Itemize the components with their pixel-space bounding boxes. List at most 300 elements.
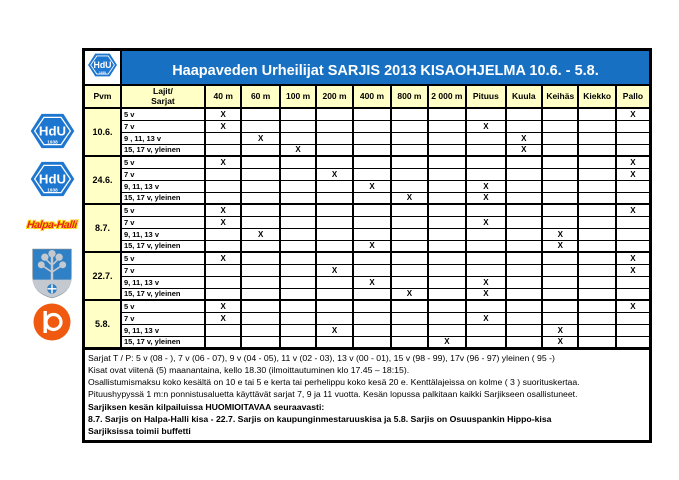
mark-cell-x: X	[391, 192, 427, 204]
schedule-row	[84, 312, 651, 324]
mark-cell-empty	[205, 336, 241, 348]
mark-cell-empty	[578, 132, 615, 144]
note-line-series-years: Sarjat T / P: 5 v (08 - ), 7 v (06 - 07), 9 v (04 - 05), 11 v (02 - 03), 13 v (00 - 01), 15 v (98 - 99), 17v (96 - 97) yleinen ( 95 -)	[88, 352, 555, 363]
mark-cell-empty	[506, 336, 542, 348]
mark-cell-empty	[316, 192, 352, 204]
mark-cell-empty	[391, 240, 427, 252]
schedule-row	[84, 336, 651, 348]
halpa-halli-logo-text: Halpa-Halli	[26, 219, 78, 231]
mark-cell-x: X	[542, 324, 578, 336]
mark-cell-empty	[428, 216, 466, 228]
mark-cell-empty	[542, 300, 578, 312]
mark-cell-empty	[466, 144, 505, 156]
mark-cell-empty	[241, 276, 279, 288]
schedule-row	[84, 252, 651, 264]
mark-cell-empty	[280, 192, 316, 204]
series-label: 9, 11, 13 v	[121, 324, 205, 336]
column-header-pvm: Pvm	[84, 85, 121, 108]
mark-cell-empty	[391, 336, 427, 348]
mark-cell-empty	[353, 144, 391, 156]
mark-cell-empty	[391, 324, 427, 336]
mark-cell-empty	[506, 192, 542, 204]
series-label: 5 v	[121, 300, 205, 312]
mark-cell-x: X	[506, 144, 542, 156]
mark-cell-empty	[578, 240, 615, 252]
mark-cell-x: X	[466, 120, 505, 132]
hau-badge-year: 1938	[46, 139, 58, 145]
series-label: 15, 17 v, yleinen	[121, 288, 205, 300]
date-cell: 8.7.	[84, 204, 121, 252]
mark-cell-empty	[578, 192, 615, 204]
mark-cell-empty	[616, 144, 651, 156]
note-line-special-events: 8.7. Sarjis on Halpa-Halli kisa - 22.7. Sarjis on kaupunginmestaruuskisa ja 5.8. Sarjis on Osuuspankin Hippo-kisa	[88, 413, 552, 424]
mark-cell-empty	[280, 180, 316, 192]
mark-cell-empty	[578, 216, 615, 228]
column-header-lajit-sarjat	[121, 85, 205, 108]
schedule-row	[84, 240, 651, 252]
mark-cell-empty	[353, 168, 391, 180]
schedule-row	[84, 228, 651, 240]
mark-cell-empty	[616, 240, 651, 252]
column-header-event-4: 400 m	[353, 85, 391, 108]
mark-cell-empty	[316, 228, 352, 240]
mark-cell-empty	[506, 300, 542, 312]
mark-cell-empty	[280, 264, 316, 276]
mark-cell-x: X	[205, 120, 241, 132]
mark-cell-empty	[241, 312, 279, 324]
mark-cell-empty	[542, 288, 578, 300]
mark-cell-empty	[391, 264, 427, 276]
mark-cell-empty	[205, 276, 241, 288]
mark-cell-x: X	[205, 216, 241, 228]
mark-cell-empty	[316, 252, 352, 264]
mark-cell-empty	[205, 240, 241, 252]
column-header-event-7: Pituus	[466, 85, 505, 108]
mark-cell-empty	[466, 108, 505, 120]
mark-cell-empty	[353, 192, 391, 204]
mark-cell-empty	[428, 192, 466, 204]
mark-cell-x: X	[205, 204, 241, 216]
mark-cell-empty	[241, 192, 279, 204]
mark-cell-empty	[205, 180, 241, 192]
mark-cell-empty	[428, 108, 466, 120]
mark-cell-empty	[353, 336, 391, 348]
mark-cell-empty	[466, 132, 505, 144]
series-label: 15, 17 v, yleinen	[121, 192, 205, 204]
schedule-row	[84, 204, 651, 216]
mark-cell-empty	[391, 168, 427, 180]
mark-cell-empty	[353, 108, 391, 120]
mark-cell-empty	[316, 132, 352, 144]
hau-club-badge-icon	[29, 158, 76, 200]
mark-cell-empty	[316, 288, 352, 300]
mark-cell-empty	[391, 216, 427, 228]
title-row	[84, 50, 651, 86]
halpa-halli-logo	[22, 219, 82, 231]
mark-cell-empty	[466, 156, 505, 168]
mark-cell-empty	[506, 240, 542, 252]
mark-cell-empty	[241, 120, 279, 132]
mark-cell-empty	[506, 264, 542, 276]
mark-cell-empty	[280, 288, 316, 300]
mark-cell-empty	[391, 300, 427, 312]
mark-cell-empty	[506, 324, 542, 336]
osuuspankki-logo-icon	[22, 302, 82, 342]
mark-cell-empty	[506, 228, 542, 240]
mark-cell-empty	[578, 336, 615, 348]
mark-cell-x: X	[466, 192, 505, 204]
mark-cell-x: X	[466, 312, 505, 324]
mark-cell-empty	[542, 276, 578, 288]
series-label: 5 v	[121, 156, 205, 168]
mark-cell-empty	[205, 132, 241, 144]
mark-cell-empty	[616, 180, 651, 192]
mark-cell-empty	[428, 168, 466, 180]
column-header-event-5: 800 m	[391, 85, 427, 108]
schedule-row	[84, 264, 651, 276]
column-header-sarjat: Sarjat	[151, 95, 175, 106]
mark-cell-empty	[428, 144, 466, 156]
mark-cell-empty	[353, 264, 391, 276]
date-cell: 5.8.	[84, 300, 121, 348]
mark-cell-empty	[578, 204, 615, 216]
mark-cell-x: X	[616, 264, 651, 276]
note-line-longjump: Pituushypyssä 1 m:n ponnistusaluetta käyttävät sarjat 7, 9 ja 11 vuotta. Kesän lopussa palkitaan kaikki Sarjikseen osallistuneet.	[88, 389, 578, 400]
mark-cell-empty	[616, 336, 651, 348]
mark-cell-empty	[428, 264, 466, 276]
mark-cell-empty	[205, 264, 241, 276]
mark-cell-x: X	[241, 228, 279, 240]
series-label: 9, 11, 13 v	[121, 228, 205, 240]
mark-cell-empty	[428, 324, 466, 336]
mark-cell-empty	[316, 240, 352, 252]
mark-cell-empty	[280, 216, 316, 228]
schedule-row	[84, 300, 651, 312]
osuuspankki-logo-icon	[32, 302, 72, 342]
schedule-row	[84, 168, 651, 180]
series-label: 5 v	[121, 252, 205, 264]
hau-club-badge-icon	[22, 110, 82, 152]
series-label: 7 v	[121, 120, 205, 132]
hau-badge-year: 1938	[99, 70, 106, 75]
series-label: 5 v	[121, 108, 205, 120]
mark-cell-empty	[506, 180, 542, 192]
mark-cell-empty	[280, 156, 316, 168]
mark-cell-empty	[578, 264, 615, 276]
mark-cell-empty	[241, 324, 279, 336]
hau-badge-letters: HdU	[38, 123, 66, 139]
mark-cell-empty	[616, 324, 651, 336]
mark-cell-x: X	[542, 240, 578, 252]
mark-cell-empty	[241, 144, 279, 156]
mark-cell-empty	[353, 120, 391, 132]
schedule-table	[82, 48, 652, 350]
series-label: 9, 11, 13 v	[121, 276, 205, 288]
mark-cell-empty	[506, 252, 542, 264]
mark-cell-empty	[353, 156, 391, 168]
mark-cell-empty	[578, 144, 615, 156]
schedule-row	[84, 324, 651, 336]
mark-cell-empty	[578, 312, 615, 324]
mark-cell-empty	[428, 180, 466, 192]
mark-cell-empty	[316, 336, 352, 348]
mark-cell-empty	[542, 204, 578, 216]
mark-cell-x: X	[280, 144, 316, 156]
mark-cell-empty	[316, 156, 352, 168]
column-header-event-2: 100 m	[280, 85, 316, 108]
column-header-event-11: Pallo	[616, 85, 651, 108]
mark-cell-empty	[466, 240, 505, 252]
mark-cell-empty	[280, 252, 316, 264]
mark-cell-empty	[280, 108, 316, 120]
mark-cell-empty	[280, 132, 316, 144]
mark-cell-empty	[466, 252, 505, 264]
mark-cell-empty	[542, 156, 578, 168]
mark-cell-x: X	[353, 276, 391, 288]
mark-cell-x: X	[616, 252, 651, 264]
mark-cell-x: X	[316, 324, 352, 336]
schedule-row	[84, 132, 651, 144]
mark-cell-empty	[280, 276, 316, 288]
mark-cell-empty	[506, 276, 542, 288]
mark-cell-x: X	[353, 180, 391, 192]
mark-cell-empty	[542, 252, 578, 264]
mark-cell-empty	[391, 204, 427, 216]
mark-cell-x: X	[391, 288, 427, 300]
note-line-buffet: Sarjiksissa toimii buffetti	[88, 426, 191, 437]
hau-badge-letters: HdU	[93, 60, 112, 71]
mark-cell-empty	[316, 300, 352, 312]
series-label: 9 , 11, 13 v	[121, 132, 205, 144]
hau-club-badge-icon	[22, 158, 82, 200]
mark-cell-empty	[542, 192, 578, 204]
mark-cell-x: X	[316, 168, 352, 180]
mark-cell-empty	[578, 288, 615, 300]
schedule-body	[84, 108, 651, 348]
mark-cell-empty	[241, 288, 279, 300]
schedule-row	[84, 288, 651, 300]
mark-cell-empty	[542, 264, 578, 276]
mark-cell-empty	[616, 120, 651, 132]
mark-cell-x: X	[616, 168, 651, 180]
mark-cell-empty	[280, 168, 316, 180]
hau-club-badge-icon	[87, 51, 118, 79]
mark-cell-empty	[280, 228, 316, 240]
mark-cell-empty	[466, 264, 505, 276]
mark-cell-empty	[280, 120, 316, 132]
mark-cell-empty	[316, 216, 352, 228]
mark-cell-empty	[616, 216, 651, 228]
mark-cell-x: X	[616, 204, 651, 216]
mark-cell-empty	[616, 192, 651, 204]
column-header-event-1: 60 m	[241, 85, 279, 108]
mark-cell-empty	[391, 132, 427, 144]
mark-cell-empty	[280, 324, 316, 336]
mark-cell-empty	[578, 252, 615, 264]
hau-badge-year: 1938	[46, 187, 58, 193]
mark-cell-empty	[506, 156, 542, 168]
mark-cell-empty	[428, 240, 466, 252]
schedule-row	[84, 120, 651, 132]
mark-cell-empty	[391, 252, 427, 264]
mark-cell-empty	[466, 300, 505, 312]
mark-cell-empty	[391, 228, 427, 240]
mark-cell-empty	[542, 312, 578, 324]
mark-cell-x: X	[616, 300, 651, 312]
schedule-row	[84, 192, 651, 204]
mark-cell-empty	[316, 312, 352, 324]
column-header-event-10: Kiekko	[578, 85, 615, 108]
mark-cell-empty	[428, 132, 466, 144]
series-label: 15, 17 v, yleinen	[121, 144, 205, 156]
mark-cell-empty	[241, 336, 279, 348]
mark-cell-empty	[466, 324, 505, 336]
schedule-row	[84, 180, 651, 192]
series-label: 5 v	[121, 204, 205, 216]
mark-cell-empty	[353, 228, 391, 240]
mark-cell-empty	[241, 204, 279, 216]
mark-cell-empty	[466, 168, 505, 180]
mark-cell-empty	[316, 180, 352, 192]
mark-cell-x: X	[542, 336, 578, 348]
mark-cell-x: X	[205, 252, 241, 264]
mark-cell-empty	[205, 288, 241, 300]
mark-cell-empty	[542, 132, 578, 144]
mark-cell-x: X	[428, 336, 466, 348]
hau-club-badge-cell	[84, 50, 121, 86]
note-line-notice: Sarjiksen kesän kilpailuissa HUOMIOITAVAA seuraavasti:	[88, 401, 325, 412]
column-header-event-0: 40 m	[205, 85, 241, 108]
mark-cell-empty	[578, 108, 615, 120]
mark-cell-empty	[353, 252, 391, 264]
mark-cell-empty	[466, 228, 505, 240]
mark-cell-empty	[542, 108, 578, 120]
mark-cell-empty	[205, 228, 241, 240]
mark-cell-x: X	[616, 156, 651, 168]
note-line-time: Kisat ovat viitenä (5) maanantaina, kello 18.30 (ilmoittautuminen klo 17.45 – 18:15).	[88, 364, 410, 375]
mark-cell-empty	[578, 168, 615, 180]
schedule-row	[84, 108, 651, 120]
mark-cell-empty	[578, 276, 615, 288]
mark-cell-x: X	[466, 288, 505, 300]
mark-cell-empty	[241, 300, 279, 312]
mark-cell-empty	[616, 276, 651, 288]
mark-cell-empty	[280, 240, 316, 252]
mark-cell-empty	[241, 264, 279, 276]
mark-cell-empty	[542, 168, 578, 180]
mark-cell-empty	[391, 276, 427, 288]
mark-cell-empty	[205, 144, 241, 156]
hau-club-badge-icon	[29, 110, 76, 152]
mark-cell-empty	[428, 288, 466, 300]
mark-cell-empty	[241, 216, 279, 228]
mark-cell-empty	[616, 228, 651, 240]
mark-cell-empty	[391, 108, 427, 120]
mark-cell-empty	[316, 120, 352, 132]
mark-cell-empty	[506, 312, 542, 324]
mark-cell-empty	[241, 168, 279, 180]
mark-cell-x: X	[353, 240, 391, 252]
mark-cell-x: X	[316, 264, 352, 276]
mark-cell-empty	[506, 108, 542, 120]
column-header-event-3: 200 m	[316, 85, 352, 108]
mark-cell-empty	[578, 120, 615, 132]
series-label: 7 v	[121, 168, 205, 180]
mark-cell-empty	[391, 144, 427, 156]
haapavesi-coat-of-arms-icon	[31, 248, 73, 299]
mark-cell-empty	[616, 288, 651, 300]
schedule-row	[84, 156, 651, 168]
mark-cell-empty	[280, 312, 316, 324]
mark-cell-empty	[428, 156, 466, 168]
mark-cell-empty	[280, 204, 316, 216]
column-header-event-8: Kuula	[506, 85, 542, 108]
note-line-fees: Osallistumismaksu koko kesältä on 10 e tai 5 e kerta tai perhelippu koko kesä 20 e. Kenttälajeissa on kolme ( 3 ) suorituskertaa.	[88, 377, 580, 388]
page-title: Haapaveden Urheilijat SARJIS 2013 KISAOHJELMA 10.6. - 5.8.	[121, 50, 651, 86]
mark-cell-empty	[428, 300, 466, 312]
mark-cell-empty	[428, 276, 466, 288]
series-label: 15, 17 v, yleinen	[121, 336, 205, 348]
series-label: 7 v	[121, 264, 205, 276]
mark-cell-empty	[280, 336, 316, 348]
series-label: 9, 11, 13 v	[121, 180, 205, 192]
mark-cell-empty	[542, 120, 578, 132]
mark-cell-x: X	[205, 312, 241, 324]
mark-cell-empty	[578, 180, 615, 192]
mark-cell-empty	[316, 276, 352, 288]
mark-cell-empty	[353, 312, 391, 324]
mark-cell-empty	[353, 324, 391, 336]
column-header-event-6: 2 000 m	[428, 85, 466, 108]
mark-cell-empty	[428, 252, 466, 264]
mark-cell-empty	[578, 156, 615, 168]
mark-cell-empty	[391, 156, 427, 168]
mark-cell-x: X	[205, 156, 241, 168]
mark-cell-x: X	[542, 228, 578, 240]
mark-cell-empty	[506, 204, 542, 216]
mark-cell-x: X	[616, 108, 651, 120]
hau-badge-letters: HdU	[38, 171, 66, 187]
sponsor-logo-rail	[22, 0, 82, 480]
mark-cell-empty	[506, 168, 542, 180]
mark-cell-x: X	[241, 132, 279, 144]
mark-cell-empty	[241, 180, 279, 192]
mark-cell-empty	[280, 300, 316, 312]
mark-cell-empty	[205, 324, 241, 336]
mark-cell-x: X	[466, 180, 505, 192]
date-cell: 22.7.	[84, 252, 121, 300]
mark-cell-x: X	[205, 300, 241, 312]
mark-cell-empty	[353, 300, 391, 312]
series-label: 7 v	[121, 216, 205, 228]
column-header-row	[84, 85, 651, 108]
mark-cell-empty	[542, 180, 578, 192]
mark-cell-empty	[391, 312, 427, 324]
mark-cell-empty	[316, 144, 352, 156]
schedule-row	[84, 144, 651, 156]
mark-cell-empty	[353, 288, 391, 300]
mark-cell-empty	[353, 204, 391, 216]
haapavesi-coat-of-arms-icon	[22, 248, 82, 299]
mark-cell-empty	[578, 300, 615, 312]
date-cell: 24.6.	[84, 156, 121, 204]
mark-cell-x: X	[466, 276, 505, 288]
mark-cell-x: X	[466, 216, 505, 228]
mark-cell-empty	[241, 252, 279, 264]
mark-cell-empty	[506, 216, 542, 228]
mark-cell-empty	[428, 120, 466, 132]
column-header-event-9: Keihäs	[542, 85, 578, 108]
